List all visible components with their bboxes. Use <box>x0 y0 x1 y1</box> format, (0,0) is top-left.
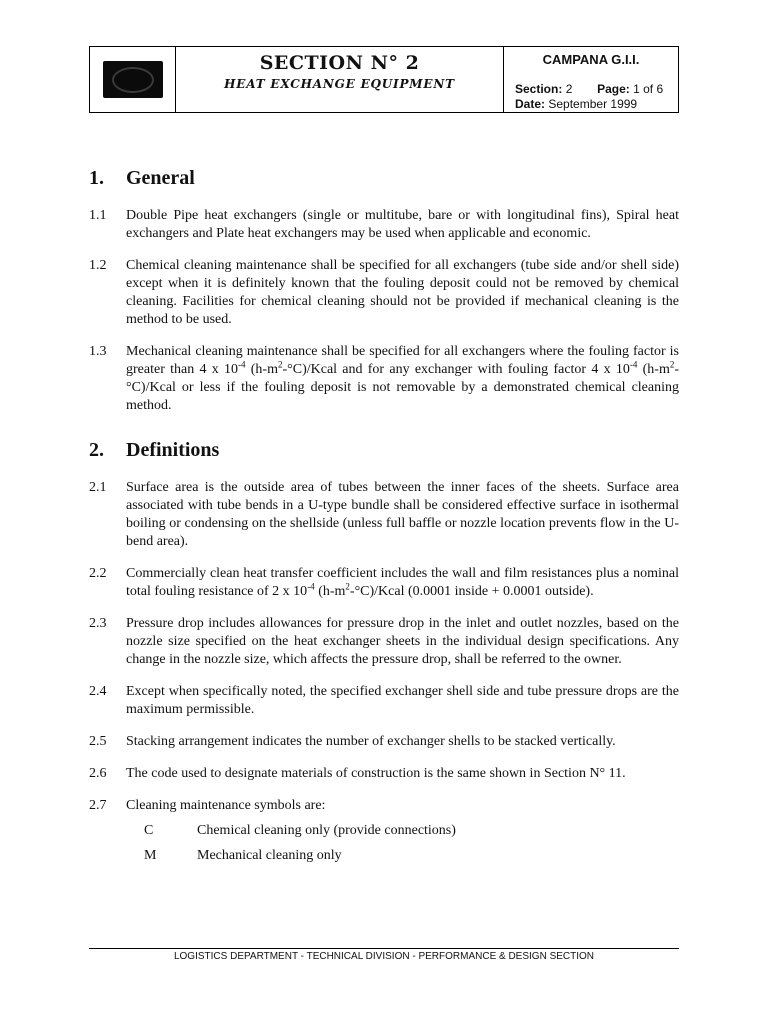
symbol-description: Mechanical cleaning only <box>197 848 342 863</box>
info-cell <box>504 47 678 112</box>
paragraph-text <box>126 565 679 601</box>
paragraph-number: 2.6 <box>89 766 107 781</box>
document-body <box>89 165 679 865</box>
text-run: (h-m <box>637 362 670 377</box>
paragraph <box>89 797 679 815</box>
paragraph <box>89 565 679 601</box>
section-heading-title: General <box>126 167 195 189</box>
text-run: -°C)/Kcal or less if the fouling deposit is not removable by a demonstrated chemical cleaning method. <box>126 362 680 413</box>
text-run: -°C)/Kcal (0.0001 inside + 0.0001 outside). <box>349 584 594 599</box>
title-cell <box>176 47 504 112</box>
paragraph-number: 1.2 <box>89 258 107 273</box>
superscript: -4 <box>237 359 246 370</box>
logo-cell <box>90 47 176 112</box>
superscript: 2 <box>345 581 350 592</box>
section-heading <box>89 165 679 191</box>
superscript: -4 <box>307 581 315 592</box>
paragraph <box>89 257 679 329</box>
text-run: Commercially clean heat transfer coefficient includes the wall and film resistances plus a nominal total fouling resistance of 2 x 10 <box>126 566 679 599</box>
text-run: (h-m <box>314 584 346 599</box>
paragraph <box>89 765 679 783</box>
section-number: 2. <box>89 439 104 461</box>
superscript: 2 <box>277 359 283 370</box>
section-value: 2 <box>565 82 573 96</box>
document-header <box>89 46 679 113</box>
symbol-code: C <box>144 823 154 838</box>
symbol-item <box>89 847 679 865</box>
company-name: CAMPANA G.I.I. <box>542 52 640 67</box>
section-title: SECTION N° 2 <box>259 52 420 74</box>
paragraph-number: 2.5 <box>89 734 107 749</box>
date-row <box>515 97 637 111</box>
section-page-row <box>515 82 663 96</box>
paragraph <box>89 207 679 243</box>
paragraph-text: Pressure drop includes allowances for pressure drop in the inlet and outlet nozzles, based on the nozzle size specified on the heat exchanger sheets in the individual design specifications. Any change in the nozzle size, which affects the pressure drop, shall be referred to the owner. <box>126 616 679 667</box>
text-run: (h-m <box>245 362 278 377</box>
paragraph-number: 1.1 <box>89 208 107 223</box>
paragraph-text: Chemical cleaning maintenance shall be specified for all exchangers (tube side and/or shell side) except when it is definitely known that the fouling deposit could not be removed by chemical cleaning. Facilities for chemical cleaning should not be provided if mechanical cleaning is the method to be used. <box>126 258 679 327</box>
superscript: -4 <box>629 359 638 370</box>
footer-divider <box>89 948 679 949</box>
company-logo-icon <box>103 61 163 98</box>
paragraph-text: Stacking arrangement indicates the number of exchanger shells to be stacked vertically. <box>126 734 616 749</box>
paragraph <box>89 683 679 719</box>
section-number: 1. <box>89 167 104 189</box>
page-label: Page: <box>597 82 630 96</box>
paragraph-number: 2.4 <box>89 684 107 699</box>
logo-emblem <box>112 67 154 93</box>
section-label: Section: <box>515 82 563 96</box>
date-value: September 1999 <box>548 97 638 111</box>
paragraph-text: The code used to designate materials of construction is the same shown in Section N° 11. <box>126 766 626 781</box>
text-run: -°C)/Kcal and for any exchanger with fouling factor 4 x 10 <box>282 362 630 377</box>
date-label: Date: <box>515 97 546 111</box>
symbol-code: M <box>144 848 157 863</box>
paragraph-number: 2.2 <box>89 566 107 581</box>
section-heading-title: Definitions <box>126 439 220 461</box>
paragraph <box>89 733 679 751</box>
paragraph-text: Except when specifically noted, the specified exchanger shell side and tube pressure drops are the maximum permissible. <box>126 684 679 717</box>
paragraph-number: 1.3 <box>89 344 107 359</box>
section-subtitle: HEAT EXCHANGE EQUIPMENT <box>224 77 455 91</box>
symbol-item <box>89 822 679 840</box>
paragraph <box>89 479 679 551</box>
page-value: 1 of 6 <box>633 82 664 96</box>
paragraph-text: Cleaning maintenance symbols are: <box>126 798 326 813</box>
symbol-description: Chemical cleaning only (provide connections) <box>197 823 456 838</box>
paragraph-number: 2.3 <box>89 616 107 631</box>
paragraph-text <box>126 343 679 415</box>
paragraph <box>89 343 679 415</box>
paragraph-text: Surface area is the outside area of tubes between the inner faces of the sheets. Surface area associated with tube bends in a U-type bundle shall be considered effective surface in isothermal boiling or condensing on the shellside (unless full baffle or nozzle location prevents flow in the U-bend area). <box>126 480 679 549</box>
paragraph-number: 2.7 <box>89 798 107 813</box>
paragraph-number: 2.1 <box>89 480 107 495</box>
page-footer: LOGISTICS DEPARTMENT - TECHNICAL DIVISION - PERFORMANCE & DESIGN SECTION <box>173 951 595 962</box>
section-heading <box>89 437 679 463</box>
superscript: 2 <box>669 359 675 370</box>
text-run: Mechanical cleaning maintenance shall be specified for all exchangers where the fouling factor is greater than 4 x 10 <box>126 344 679 377</box>
paragraph-text: Double Pipe heat exchangers (single or multitube, bare or with longitudinal fins), Spiral heat exchangers and Plate heat exchangers may be used when applicable and economic. <box>126 208 679 241</box>
paragraph <box>89 615 679 669</box>
